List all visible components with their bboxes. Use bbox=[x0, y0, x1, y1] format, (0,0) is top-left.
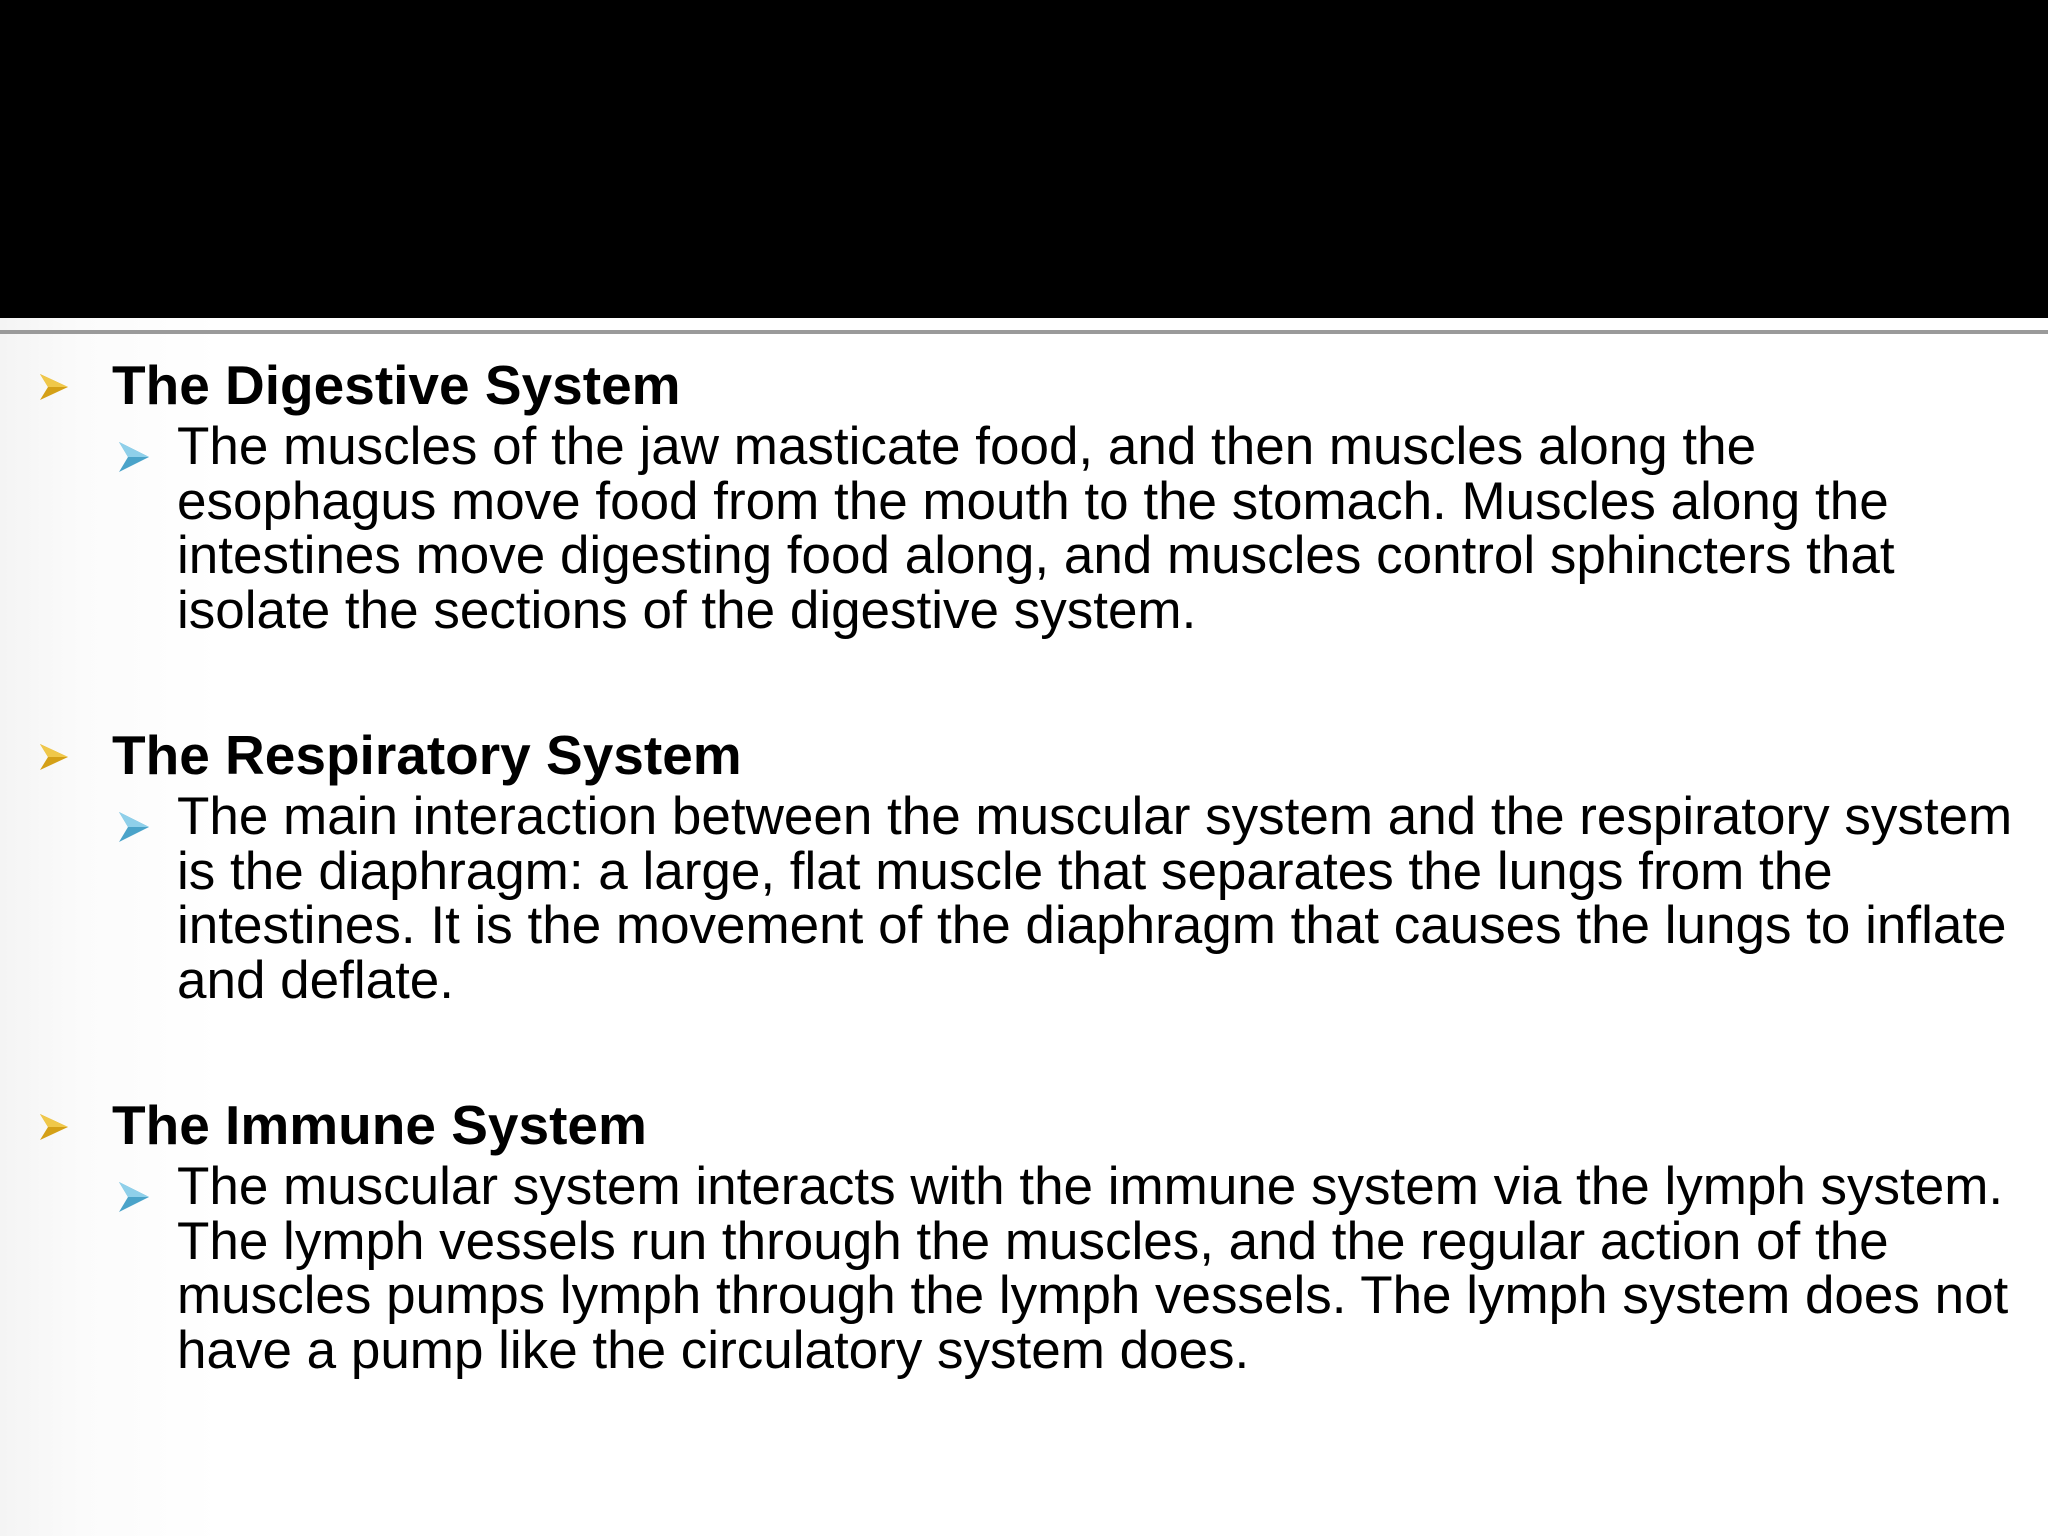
section-heading-row bbox=[0, 350, 2048, 420]
section-heading-row bbox=[0, 1090, 2048, 1160]
section-body-row bbox=[0, 787, 2048, 1010]
arrow-bullet-icon bbox=[38, 742, 70, 772]
title-divider bbox=[0, 330, 2048, 334]
arrow-bullet-icon bbox=[117, 440, 151, 474]
section-body-text: The main interaction between the muscular system and the respiratory system is the diaphragm: a large, flat muscle that separates the lungs from the intestines. It is the movement of the diaphragm that causes the lungs to inflate and deflate. bbox=[177, 787, 2013, 1010]
title-band bbox=[0, 0, 2048, 318]
section-heading: The Immune System bbox=[112, 1094, 647, 1156]
section-digestive bbox=[0, 350, 2048, 638]
section-body-text: The muscular system interacts with the immune system via the lymph system. The lymph vessels run through the muscles, and the regular action of the muscles pumps lymph through the lymph vessels. The lymph system does not have a pump like the circulatory system does. bbox=[177, 1157, 2009, 1380]
section-respiratory bbox=[0, 720, 2048, 1008]
arrow-bullet-icon bbox=[117, 810, 151, 844]
section-heading: The Digestive System bbox=[112, 354, 681, 416]
section-body-row bbox=[0, 417, 2048, 640]
section-heading: The Respiratory System bbox=[112, 724, 742, 786]
section-immune bbox=[0, 1090, 2048, 1378]
arrow-bullet-icon bbox=[38, 1112, 70, 1142]
section-body-text: The muscles of the jaw masticate food, and then muscles along the esophagus move food from the mouth to the stomach. Muscles along the intestines move digesting food along, and muscles control sphincters that isolate the sections of the digestive system. bbox=[177, 417, 1895, 640]
arrow-bullet-icon bbox=[38, 372, 70, 402]
section-body-row bbox=[0, 1157, 2048, 1380]
slide-content bbox=[0, 350, 2048, 1378]
arrow-bullet-icon bbox=[117, 1180, 151, 1214]
section-heading-row bbox=[0, 720, 2048, 790]
